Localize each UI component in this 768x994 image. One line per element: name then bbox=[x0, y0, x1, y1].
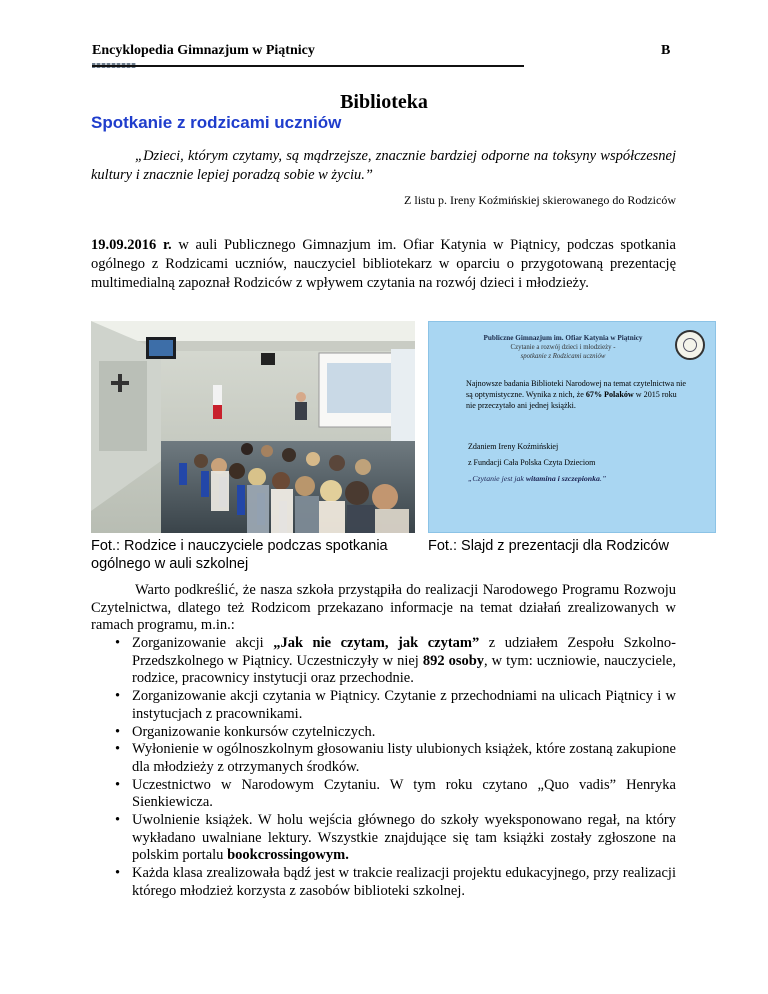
activities-list bbox=[91, 635, 676, 901]
presentation-slide bbox=[428, 321, 716, 533]
running-header-title: Encyklopedia Gimnazjum w Piątnicy bbox=[92, 43, 315, 58]
section-subtitle: Spotkanie z rodzicami uczniów bbox=[91, 113, 342, 132]
list-item-text: Zorganizowanie akcji bbox=[132, 635, 274, 651]
slide-quote-text: „Czytanie jest jak bbox=[468, 474, 526, 483]
list-item bbox=[91, 812, 676, 865]
photo-caption: Fot.: Rodzice i nauczyciele podczas spotkania ogólnego w auli szkolnej bbox=[91, 538, 388, 572]
bullet: • bbox=[115, 635, 121, 651]
quote-source: Z listu p. Ireny Koźmińskiej skierowanego do Rodziców bbox=[404, 193, 676, 207]
slide-title: Publiczne Gimnazjum im. Ofiar Katynia w Piątnicy bbox=[483, 334, 643, 342]
bullet: • bbox=[115, 776, 121, 793]
slide-quote-highlight: witamina i szczepionka bbox=[525, 474, 600, 483]
list-item bbox=[91, 741, 676, 776]
slide-body-highlight: 67% Polaków bbox=[585, 390, 634, 399]
list-item-text: Uwolnienie książek. W holu wejścia głównego do szkoły wyeksponowano regał, na który wykładano uwalniane lektury. Wszystkie znajdujące się tam książki zostały zgłoszone na polskim portalu bbox=[132, 812, 676, 864]
list-item bbox=[91, 724, 676, 742]
list-item-text: Zorganizowanie akcji czytania w Piątnicy. Czytanie z przechodniami na ulicach Piątnicy i w instytucjach z pracownikami. bbox=[132, 688, 676, 722]
bullet: • bbox=[115, 723, 121, 740]
slide-subtitle: Czytanie a rozwój dzieci i młodzieży - bbox=[510, 344, 616, 351]
list-item bbox=[91, 865, 676, 900]
program-paragraph: Warto podkreślić, że nasza szkoła przystąpiła do realizacji Narodowego Programu Rozwoju Czytelnictwa, dlatego też Rodzicom przekazano informacje na temat działań zrealizowanych w ramach programu, m.in.: bbox=[91, 582, 676, 634]
school-logo bbox=[675, 330, 705, 360]
header-rule bbox=[92, 65, 524, 67]
slide-author-line-2: z Fundacji Cała Polska Czyta Dzieciom bbox=[468, 458, 596, 467]
meeting-photo-image bbox=[91, 321, 415, 533]
slide-quote bbox=[468, 474, 606, 483]
epigraph-quote: „Dzieci, którym czytamy, są mądrzejsze, znacznie bardziej odporne na toksyny współczesnej kultury i znacznie lepiej poradzą sobie w życiu.” bbox=[91, 148, 676, 183]
intro-date: 19.09.2016 r. bbox=[91, 237, 172, 253]
slide-caption: Fot.: Slajd z prezentacji dla Rodziców bbox=[428, 538, 669, 554]
intro-text: w auli Publicznego Gimnazjum im. Ofiar Katynia w Piątnicy, podczas spotkania ogólnego z Rodzicami uczniów, nauczyciel bibliotekarz w oparciu o przygotowaną prezentację multimedialną zapoznał Rodziców z wpływem czytania na rozwój dzieci i młodzieży. bbox=[91, 237, 676, 291]
bullet: • bbox=[115, 741, 121, 758]
bullet: • bbox=[115, 688, 121, 705]
bullet: • bbox=[115, 812, 121, 829]
list-item bbox=[91, 777, 676, 812]
list-item bbox=[91, 635, 676, 688]
list-item-text: , w tym: uczniowie, nauczyciele, rodzice, pracownicy instytucji oraz przechodnie. bbox=[132, 652, 676, 687]
list-item-text: z udziałem Zespołu Szkolno-Przedszkolnego w Piątnicy. Uczestniczyły w niej bbox=[132, 635, 677, 669]
running-header-letter: B bbox=[661, 43, 671, 58]
list-item-emphasis: „Jak nie czytam, jak czytam” bbox=[273, 635, 480, 651]
bullet: • bbox=[115, 865, 121, 882]
page-title: Biblioteka bbox=[340, 91, 428, 113]
intro-paragraph bbox=[91, 236, 676, 293]
slide-body bbox=[466, 378, 688, 411]
slide-quote-end: .” bbox=[599, 474, 607, 483]
slide-author-line-1: Zdaniem Ireny Koźmińskiej bbox=[468, 442, 559, 451]
list-item-text: Uczestnictwo w Narodowym Czytaniu. W tym roku czytano „Quo vadis” Henryka Sienkiewicza. bbox=[132, 776, 676, 811]
slide-body-text: Najnowsze badania Biblioteki Narodowej na temat czytelnictwa nie są optymistyczne. Wynika z nich, że bbox=[466, 379, 687, 399]
list-item-emphasis: bookcrossingowym. bbox=[227, 847, 349, 864]
slide-subtitle-2: spotkanie z Rodzicami uczniów bbox=[520, 353, 606, 360]
list-item bbox=[91, 688, 676, 723]
list-item-text: Organizowanie konkursów czytelniczych. bbox=[132, 723, 376, 740]
list-item-text: Wyłonienie w ogólnoszkolnym głosowaniu listy ulubionych książek, które zostaną zakupione dla młodzieży z otrzymanych środków. bbox=[132, 741, 676, 775]
meeting-photo bbox=[91, 321, 415, 533]
list-item-emphasis: 892 osoby bbox=[422, 652, 485, 669]
list-item-text: Każda klasa zrealizowała bądź jest w trakcie realizacji projektu edukacyjnego, przy realizacji którego młodzież korzysta z zasobów biblioteki szkolnej. bbox=[132, 865, 676, 899]
slide-body-text-end: w 2015 roku nie przeczytało ani jednej książki. bbox=[466, 390, 677, 410]
